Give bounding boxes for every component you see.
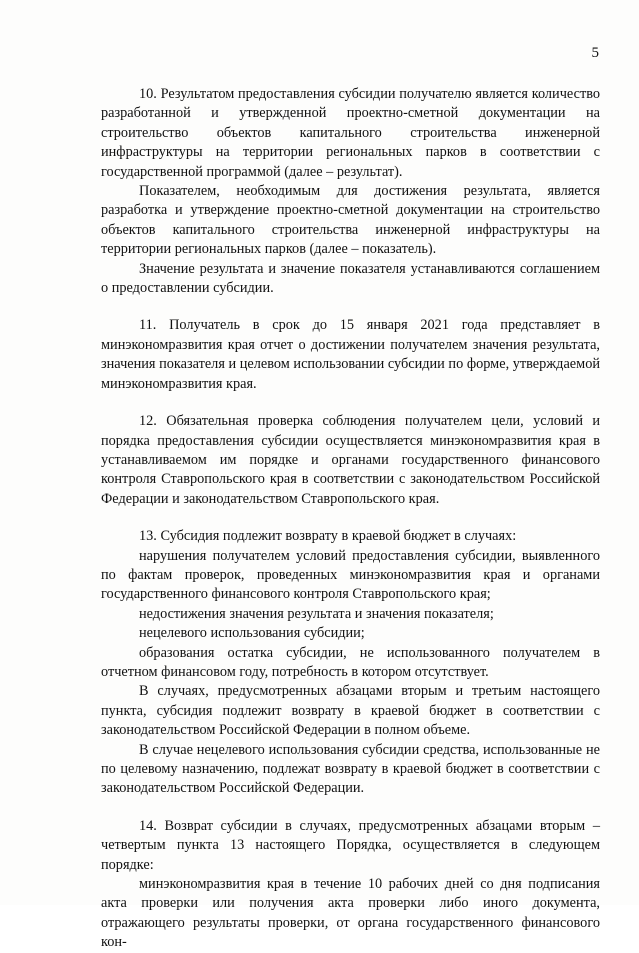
paragraph-10-values: Значение результата и значение показателя устанавливаются соглашением о предоставлении субсидии. xyxy=(101,260,600,297)
paragraph-11-report: 11. Получатель в срок до 15 января 2021 года представляет в минэкономразвития края отчет о достижении получателем значения результата, значения показателя и целевом использовании субсидии по форме, утверждаемой минэкономразвития края. xyxy=(101,317,600,392)
paragraph-13-return: 13. Субсидия подлежит возврату в краевой бюджет в случаях: xyxy=(139,528,517,545)
page-number: 5 xyxy=(591,45,599,61)
paragraph-13-case-not-achieved: недостижения значения результата и значения показателя; xyxy=(139,605,494,622)
paragraph-10-indicator: Показателем, необходимым для достижения результата, является разработка и утверждение проектно-сметной документации на строительство объектов капитального строительства инженерной инфраструктуры на территории региональных парков (далее – показатель). xyxy=(101,183,600,258)
document-body xyxy=(101,85,600,953)
paragraph-13-full-return: В случаях, предусмотренных абзацами вторым и третьим настоящего пункта, субсидия подлежит возврату в краевой бюджет в соответствии с законодательством Российской Федерации в полном объеме. xyxy=(101,683,600,739)
paragraph-14-ministry: минэкономразвития края в течение 10 рабочих дней со дня подписания акта проверки или получения акта проверки либо иного документа, отражающего результаты проверки, от органа государственного финансового кон- xyxy=(101,876,600,951)
paragraph-13-case-violation: нарушения получателем условий предоставления субсидии, выявленного по фактам проверок, проведенных минэкономразвития края и органами государственного финансового контроля Ставропольского края; xyxy=(101,547,600,603)
paragraph-13-case-misuse: нецелевого использования субсидии; xyxy=(139,625,365,642)
paragraph-13-case-remainder: образования остатка субсидии, не использованного получателем в отчетном финансовом году, потребность в котором отсутствует. xyxy=(101,644,600,680)
paragraph-12-inspection: 12. Обязательная проверка соблюдения получателем цели, условий и порядка предоставления субсидии осуществляется минэкономразвития края в устанавливаемом им порядке и органами государственного финансового контроля Ставропольского края в соответствии с законодательством Российской Федерации и законодательством Ставропольского края. xyxy=(101,413,600,507)
paragraph-13-misuse-return: В случае нецелевого использования субсидии средства, использованные не по целевому назначению, подлежат возврату в краевой бюджет в соответствии с законодательством Российской Федерации. xyxy=(101,741,600,797)
paragraph-14-procedure: 14. Возврат субсидии в случаях, предусмотренных абзацами вторым – четвертым пункта 13 настоящего Порядка, осуществляется в следующем порядке: xyxy=(101,817,600,873)
paragraph-10-result: 10. Результатом предоставления субсидии получателю является количество разработанной и утвержденной проектно-сметной документации на строительство объектов капитального строительства инженерной инфраструктуры на территории региональных парков в соответствии с государственной программой (далее – результат). xyxy=(101,86,600,180)
